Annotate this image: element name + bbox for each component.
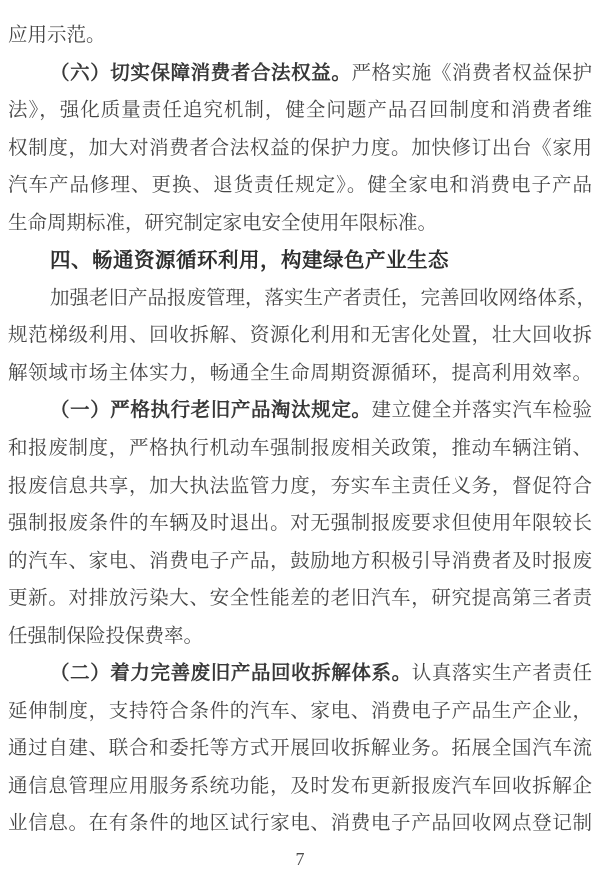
text-line: 更新。对排放污染大、安全性能差的老旧汽车，研究提高第三者责: [8, 588, 592, 610]
text-line: 应用示范。: [8, 25, 106, 46]
subsection-title: （六）切实保障消费者合法权益。: [50, 62, 352, 84]
text-line: 权制度，加大对消费者合法权益的保护力度。加快修订出台《家用: [8, 137, 592, 159]
text-line: [8, 655, 592, 693]
text-line: 解领域市场主体实力，畅通全生命周期资源循环，提高利用效率。: [8, 362, 592, 384]
text-line: 任强制保险投保费率。: [8, 625, 204, 647]
text-line: 强制报废条件的车辆及时退出。对无强制报废要求但使用年限较长: [8, 513, 592, 535]
text-line: 和报废制度，严格执行机动车强制报废相关政策，推动车辆注销、: [8, 438, 592, 460]
text-line: 通过自建、联合和委托等方式开展回收拆解业务。拓展全国汽车流: [8, 738, 592, 760]
text-line: 加强老旧产品报废管理，落实生产者责任，完善回收网络体系，: [50, 287, 597, 309]
text-line: [8, 55, 592, 93]
text-run: 严格实施《消费者权益保护: [351, 62, 592, 84]
text-line: 汽车产品修理、更换、退货责任规定》。健全家电和消费电子产品: [8, 175, 592, 197]
text-line: 业信息。在有条件的地区试行家电、消费电子产品回收网点登记制: [8, 813, 592, 835]
text-line: 延伸制度，支持符合条件的汽车、家电、消费电子产品生产企业，: [8, 700, 592, 722]
subsection-title: （一）严格执行老旧产品淘汰规定。: [50, 400, 372, 422]
text-line: 报废信息共享，加大执法监管力度，夯实车主责任义务，督促符合: [8, 475, 592, 497]
text-line: 通信息管理应用服务系统功能，及时发布更新报废汽车回收拆解企: [8, 775, 592, 797]
section-heading: 四、畅通资源循环利用，构建绿色产业生态: [50, 249, 449, 273]
subsection-title: （二）着力完善废旧产品回收拆解体系。: [50, 663, 412, 685]
text-line: 的汽车、家电、消费电子产品，鼓励地方积极引导消费者及时报废: [8, 550, 592, 572]
text-run: 建立健全并落实汽车检验: [371, 400, 592, 422]
text-line: 规范梯级利用、回收拆解、资源化利用和无害化处置，壮大回收拆: [8, 325, 592, 347]
text-line: 生命周期标准，研究制定家电安全使用年限标准。: [8, 212, 438, 234]
page-number: 7: [295, 849, 305, 870]
text-line: [8, 392, 592, 430]
text-run: 认真落实生产者责任: [411, 663, 592, 685]
text-line: 法》，强化质量责任追究机制，健全问题产品召回制度和消费者维: [8, 100, 592, 122]
